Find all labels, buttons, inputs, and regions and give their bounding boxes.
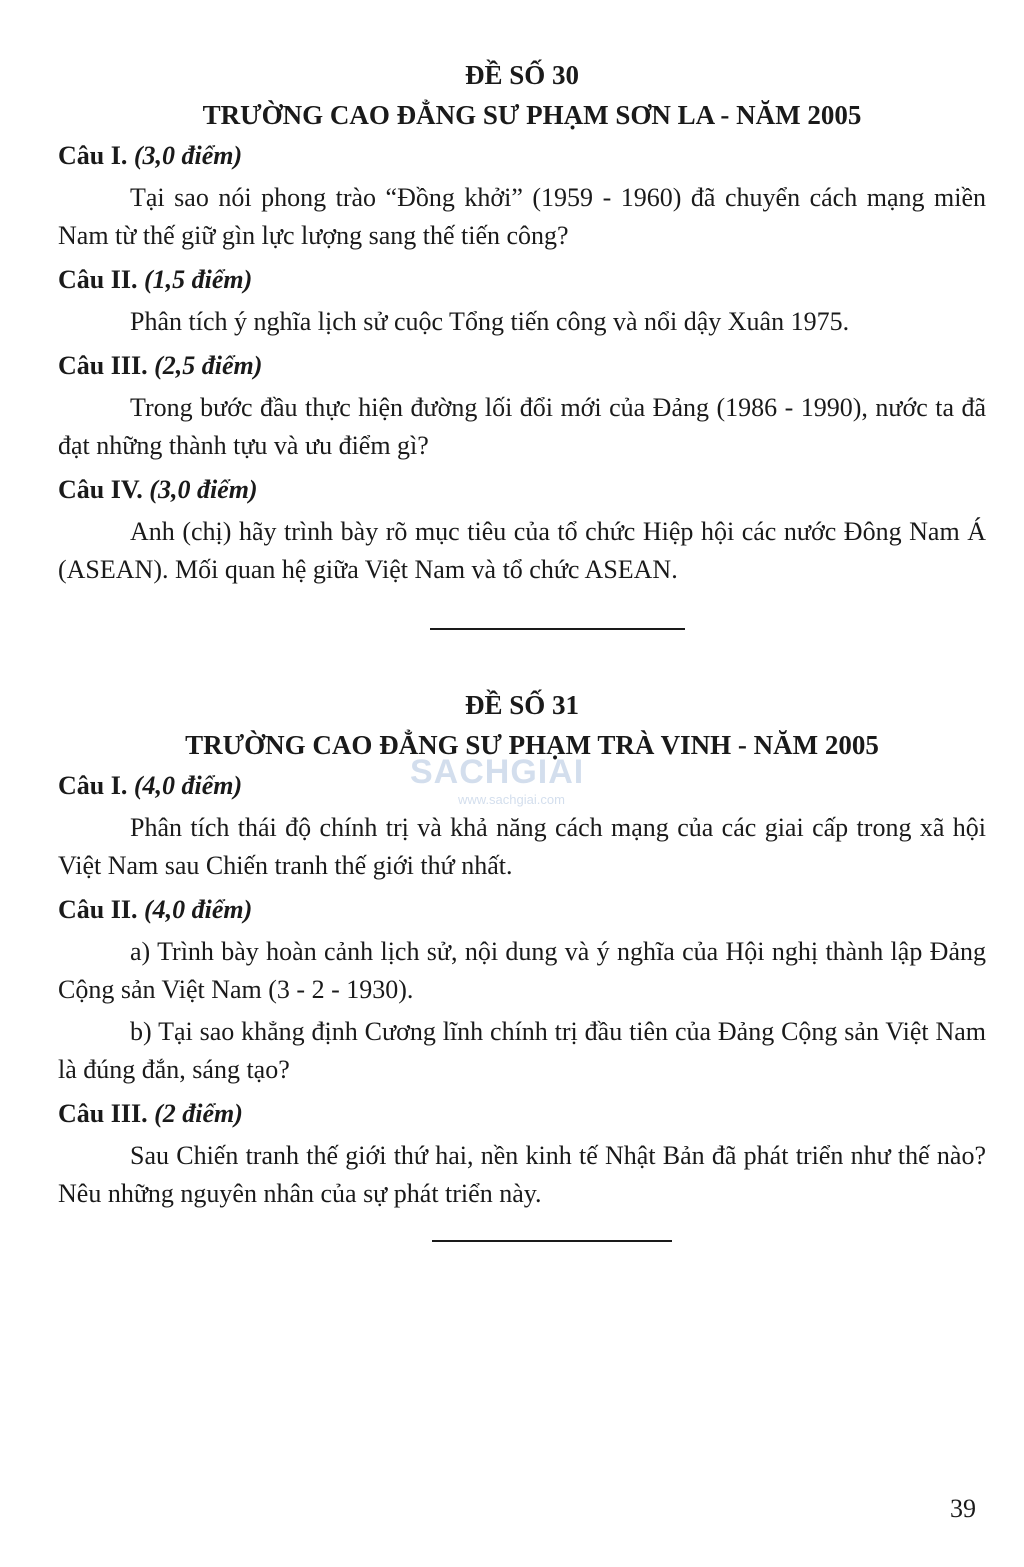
question-label: Câu I. [58,771,128,800]
section-divider [430,628,685,630]
question-heading [58,891,986,929]
question-points: (1,5 điểm) [143,265,253,294]
school-title: TRƯỜNG CAO ĐẲNG SƯ PHẠM TRÀ VINH - NĂM 2005 [185,730,879,760]
question-heading [58,261,986,299]
question-label: Câu III. [58,351,148,380]
question-heading [58,471,986,509]
question-points: (3,0 điểm) [133,141,243,170]
question-2 [58,891,986,1089]
question-text-part-a: a) Trình bày hoàn cảnh lịch sử, nội dung và ý nghĩa của Hội nghị thành lập Đảng Cộng sản Việt Nam (3 - 2 - 1930). [58,937,986,1004]
page-number: 39 [950,1494,976,1523]
exam-number: ĐỀ SỐ 31 [464,690,580,720]
question-text: Tại sao nói phong trào “Đồng khởi” (1959 - 1960) đã chuyển cách mạng miền Nam từ thế giữ gìn lực lượng sang thế tiến công? [58,183,986,250]
question-2 [58,261,986,341]
question-text: Trong bước đầu thực hiện đường lối đổi mới của Đảng (1986 - 1990), nước ta đã đạt những thành tựu và ưu điểm gì? [58,393,986,460]
question-points: (3,0 điểm) [149,475,258,504]
question-label: Câu I. [58,141,128,170]
question-heading [58,137,986,175]
watermark-url: www.sachgiai.com [458,792,565,807]
question-text: Sau Chiến tranh thế giới thứ hai, nền kinh tế Nhật Bản đã phát triển như thế nào? Nêu những nguyên nhân của sự phát triển này. [58,1141,986,1208]
question-text: Phân tích thái độ chính trị và khả năng cách mạng của các giai cấp trong xã hội Việt Nam sau Chiến tranh thế giới thứ nhất. [58,813,986,880]
question-heading [58,767,986,805]
school-title: TRƯỜNG CAO ĐẲNG SƯ PHẠM SƠN LA - NĂM 2005 [202,100,862,130]
question-label: Câu III. [58,1099,148,1128]
exam-number: ĐỀ SỐ 30 [464,60,580,90]
question-text: Anh (chị) hãy trình bày rõ mục tiêu của tổ chức Hiệp hội các nước Đông Nam Á (ASEAN). Mối quan hệ giữa Việt Nam và tổ chức ASEAN. [58,517,986,584]
question-heading [58,1095,986,1133]
question-label: Câu II. [58,895,138,924]
question-heading [58,347,986,385]
question-points: (4,0 điểm) [133,771,243,800]
question-label: Câu IV. [58,475,143,504]
question-4 [58,471,986,589]
question-1 [58,137,986,255]
question-label: Câu II. [58,265,138,294]
exam-31 [58,685,986,1213]
question-points: (2,5 điểm) [154,351,263,380]
question-3 [58,1095,986,1213]
question-3 [58,347,986,465]
question-points: (4,0 điểm) [143,895,253,924]
question-points: (2 điểm) [154,1099,243,1128]
exam-30 [58,55,986,589]
watermark-logo: SACHGIAI [410,753,585,791]
section-divider [432,1240,672,1242]
question-text: Phân tích ý nghĩa lịch sử cuộc Tổng tiến công và nổi dậy Xuân 1975. [130,307,850,336]
question-text-part-b: b) Tại sao khẳng định Cương lĩnh chính trị đầu tiên của Đảng Cộng sản Việt Nam là đúng đắn, sáng tạo? [58,1017,986,1084]
question-1 [58,767,986,885]
